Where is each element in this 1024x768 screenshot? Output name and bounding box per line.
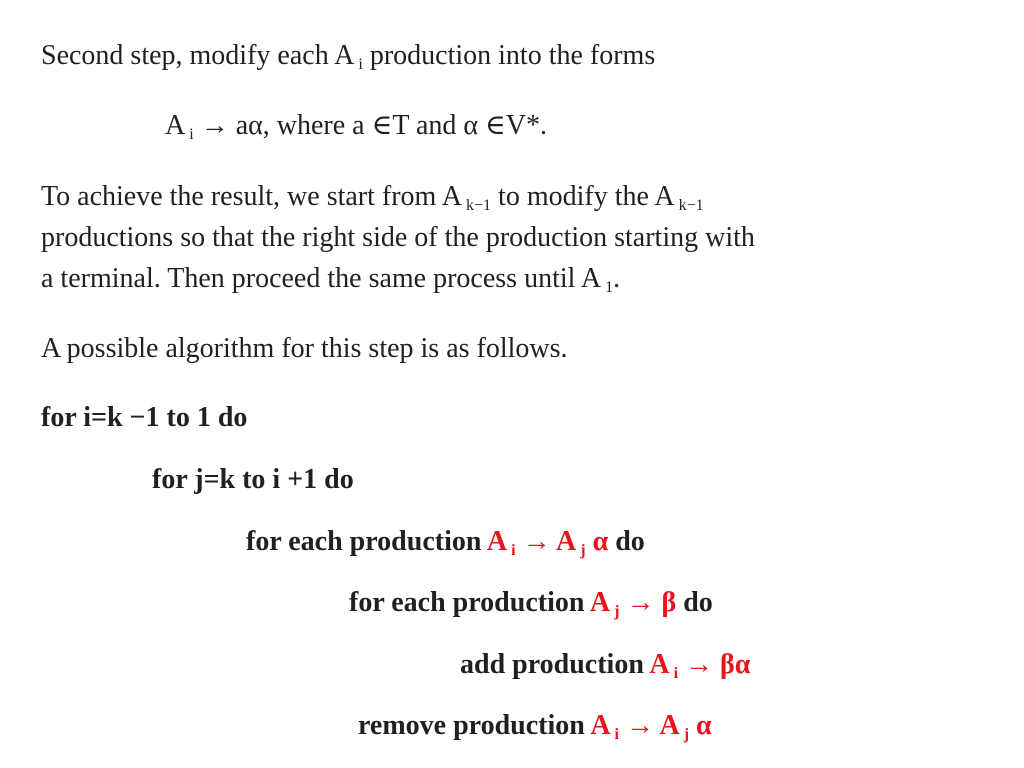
form-line bbox=[165, 109, 547, 143]
loop3-suffix: do bbox=[608, 526, 645, 557]
intro-sub: i bbox=[358, 56, 363, 73]
remove-A: A bbox=[590, 710, 611, 741]
paragraph-text-3b: . bbox=[613, 263, 621, 294]
paragraph-sub-3: 1 bbox=[605, 279, 614, 296]
paragraph-text-3a: a terminal. Then proceed the same process until A bbox=[41, 263, 602, 294]
form-A: A bbox=[165, 110, 186, 141]
paragraph-sub-2: k−1 bbox=[678, 197, 704, 214]
paragraph-line-1 bbox=[41, 180, 704, 214]
paragraph-line-2 bbox=[41, 221, 755, 255]
loop4-sub: j bbox=[614, 603, 620, 620]
form-rest: → aα, where a ∈T and α ∈V*. bbox=[193, 110, 547, 141]
loop3-A: A bbox=[486, 526, 508, 557]
remove-arrow: → A bbox=[619, 710, 680, 741]
add-production bbox=[649, 649, 750, 680]
remove-alpha: α bbox=[689, 710, 712, 741]
loop3-sub-2: j bbox=[580, 542, 586, 559]
algorithm-add bbox=[460, 648, 750, 682]
algorithm-loop-1: for i=k −1 to 1 do bbox=[41, 402, 248, 433]
loop4-suffix: do bbox=[676, 587, 713, 618]
paragraph-sub-1: k−1 bbox=[466, 197, 492, 214]
remove-prefix: remove production bbox=[358, 710, 591, 741]
loop4-production bbox=[590, 587, 676, 618]
add-rest: → βα bbox=[678, 649, 751, 680]
paragraph-text-1b: to modify the A bbox=[491, 181, 675, 212]
loop3-prefix: for each production bbox=[246, 526, 487, 557]
intro-text-end: production into the forms bbox=[362, 40, 656, 71]
add-prefix: add production bbox=[460, 649, 650, 680]
algorithm-remove bbox=[358, 709, 712, 743]
paragraph-text-1a: To achieve the result, we start from A bbox=[41, 181, 463, 212]
algorithm-loop-3 bbox=[246, 525, 645, 559]
algorithm-loop-4 bbox=[349, 586, 713, 620]
loop3-production bbox=[487, 526, 608, 557]
paragraph-text-2: productions so that the right side of the production starting with bbox=[41, 222, 755, 253]
loop3-arrow: → A bbox=[515, 526, 577, 557]
paragraph-line-3 bbox=[41, 262, 620, 296]
loop3-sub-1: i bbox=[511, 542, 516, 559]
algorithm-intro: A possible algorithm for this step is as follows. bbox=[41, 333, 568, 364]
remove-sub-2: j bbox=[683, 726, 690, 743]
remove-production bbox=[590, 710, 711, 741]
loop4-prefix: for each production bbox=[349, 587, 590, 618]
loop3-alpha: α bbox=[585, 526, 609, 557]
remove-sub-1: i bbox=[614, 726, 619, 743]
intro-line bbox=[41, 39, 655, 73]
add-sub: i bbox=[673, 665, 679, 682]
form-sub: i bbox=[189, 126, 194, 143]
add-A: A bbox=[649, 649, 670, 680]
loop4-A: A bbox=[589, 587, 611, 618]
intro-text: Second step, modify each A bbox=[41, 40, 355, 71]
algorithm-loop-2: for j=k to i +1 do bbox=[152, 464, 354, 495]
loop4-rest: → β bbox=[619, 587, 677, 618]
